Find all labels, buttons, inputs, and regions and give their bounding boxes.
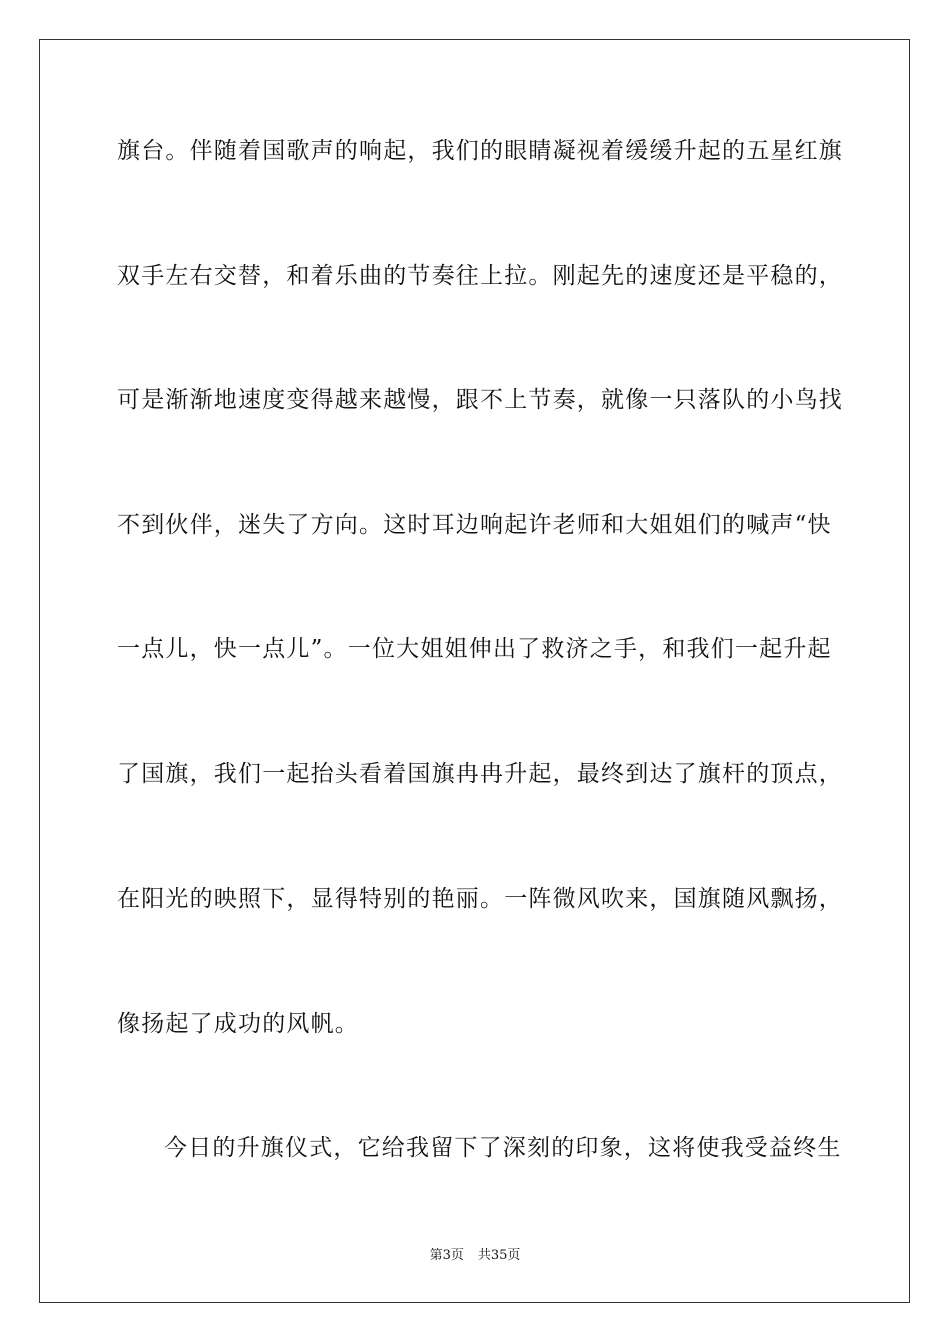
current-page-number: 第3页 xyxy=(429,1248,464,1263)
body-line-5: 一点儿，快一点儿”。一位大姐姐伸出了救济之手，和我们一起升起 xyxy=(117,636,832,662)
page-border xyxy=(39,39,910,1303)
body-line-6: 了国旗，我们一起抬头看着国旗冉冉升起，最终到达了旗杆的顶点， xyxy=(117,761,843,787)
body-line-3: 可是渐渐地速度变得越来越慢，跟不上节奏，就像一只落队的小鸟找 xyxy=(117,387,843,413)
body-line-2: 双手左右交替，和着乐曲的节奏往上拉。刚起先的速度还是平稳的， xyxy=(117,263,843,289)
body-line-7: 在阳光的映照下，显得特别的艳丽。一阵微风吹来，国旗随风飘扬， xyxy=(117,886,843,912)
body-line-8: 像扬起了成功的风帆。 xyxy=(117,1011,359,1037)
total-pages: 共35页 xyxy=(477,1248,521,1263)
body-line-9: 今日的升旗仪式，它给我留下了深刻的印象，这将使我受益终生 xyxy=(164,1135,842,1161)
page-footer xyxy=(0,1247,950,1265)
body-line-1: 旗台。伴随着国歌声的响起，我们的眼睛凝视着缓缓升起的五星红旗 xyxy=(117,138,843,164)
body-line-4: 不到伙伴，迷失了方向。这时耳边响起许老师和大姐姐们的喊声“快 xyxy=(117,512,832,538)
